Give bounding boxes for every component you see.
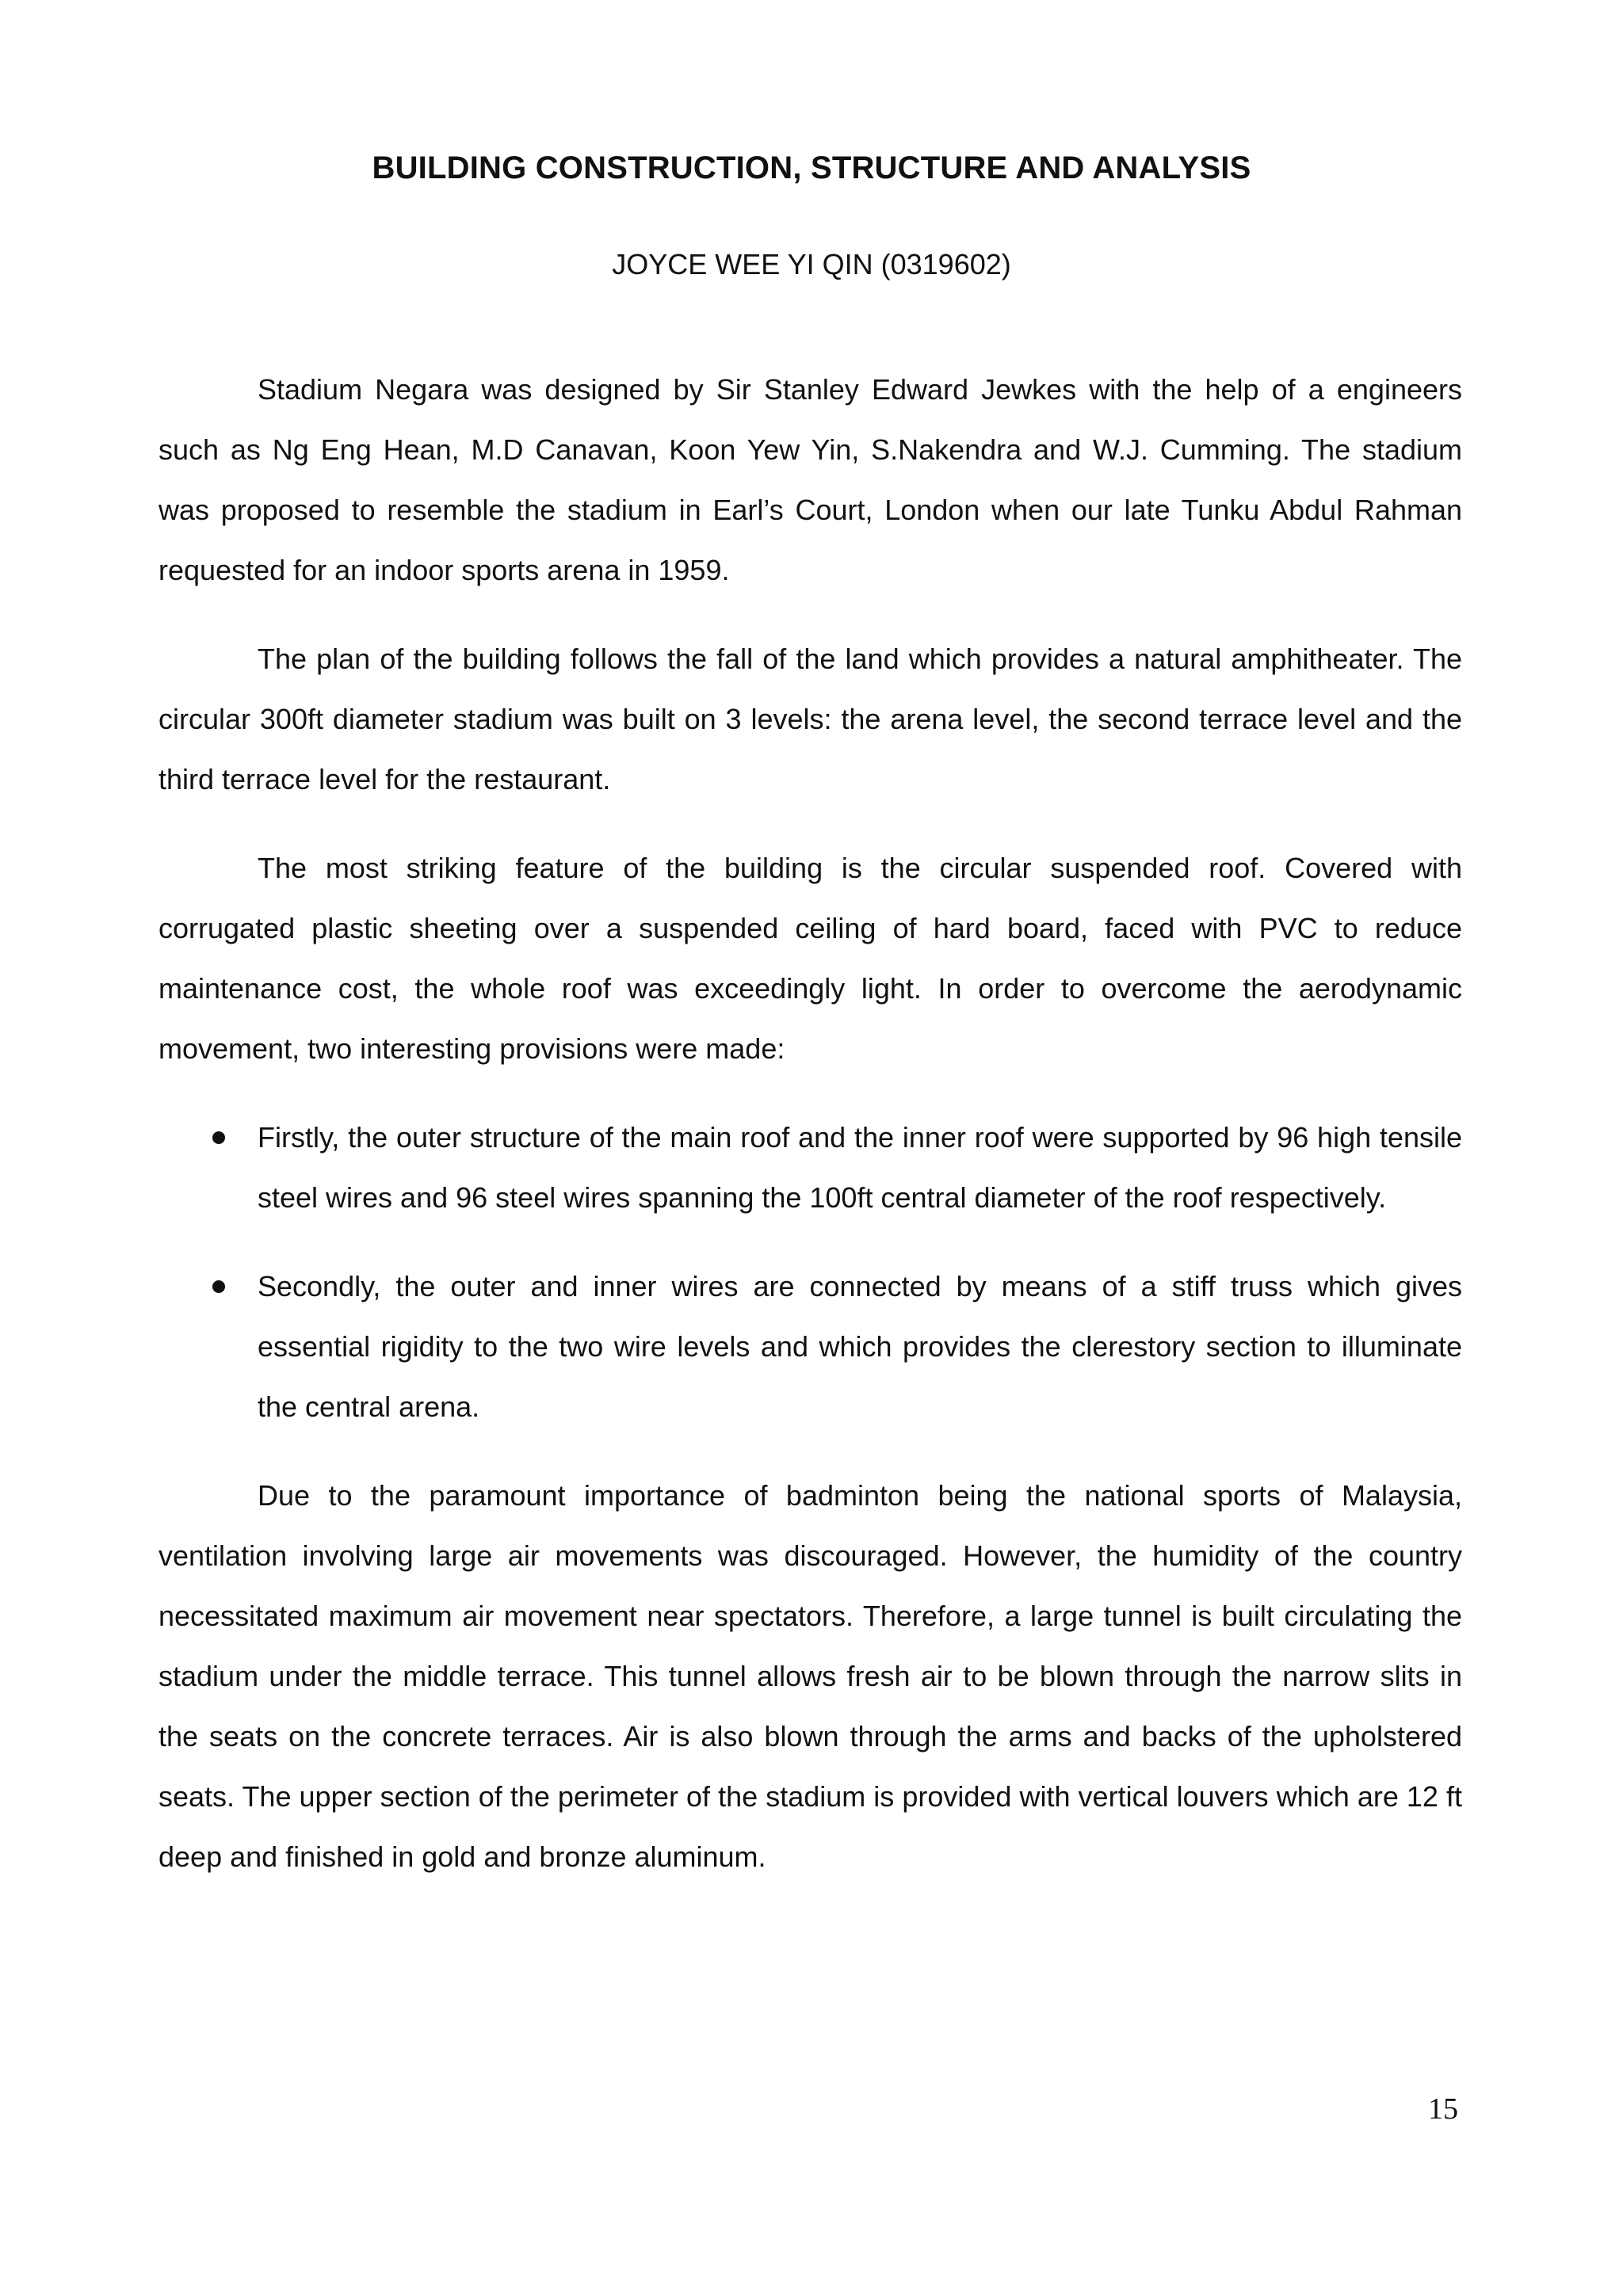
bullet-text: Firstly, the outer structure of the main roof and the inner roof were supported by 96 high tensile steel wires and 96 steel wires spanning the 100ft central diameter of the roof respectively. xyxy=(258,1121,1462,1214)
paragraph-plan: The plan of the building follows the fall of the land which provides a natural amphitheater. The circular 300ft diameter stadium was built on 3 levels: the arena level, the second terrace level and the third terrace level for the restaurant. xyxy=(158,643,1462,795)
bullet-text: Secondly, the outer and inner wires are connected by means of a stiff truss which gives essential rigidity to the two wire levels and which provides the clerestory section to illuminate the central arena. xyxy=(258,1270,1462,1423)
provisions-list xyxy=(158,1108,1462,1437)
bullet-icon xyxy=(212,1131,225,1144)
author-line: JOYCE WEE YI QIN (0319602) xyxy=(612,248,1011,280)
list-item xyxy=(158,1108,1462,1228)
document-body xyxy=(158,360,1462,1916)
paragraph-ventilation: Due to the paramount importance of badminton being the national sports of Malaysia, ventilation involving large air movements was discouraged. However, the humidity of the country necessitated maximum air movement near spectators. Therefore, a large tunnel is built circulating the stadium under the middle terrace. This tunnel allows fresh air to be blown through the narrow slits in the seats on the concrete terraces. Air is also blown through the arms and backs of the upholstered seats. The upper section of the perimeter of the stadium is provided with vertical louvers which are 12 ft deep and finished in gold and bronze aluminum. xyxy=(158,1479,1462,1873)
list-item xyxy=(158,1257,1462,1437)
paragraph-design: Stadium Negara was designed by Sir Stanley Edward Jewkes with the help of a engineers such as Ng Eng Hean, M.D Canavan, Koon Yew Yin, S.Nakendra and W.J. Cumming. The stadium was proposed to resemble the stadium in Earl’s Court, London when our late Tunku Abdul Rahman requested for an indoor sports arena in 1959. xyxy=(158,373,1462,586)
document-title: BUILDING CONSTRUCTION, STRUCTURE AND ANALYSIS xyxy=(372,151,1251,185)
bullet-icon xyxy=(212,1280,225,1293)
paragraph-roof: The most striking feature of the building is the circular suspended roof. Covered with corrugated plastic sheeting over a suspended ceiling of hard board, faced with PVC to reduce maintenance cost, the whole roof was exceedingly light. In order to overcome the aerodynamic movement, two interesting provisions were made: xyxy=(158,852,1462,1065)
page-number: 15 xyxy=(1428,2092,1458,2126)
